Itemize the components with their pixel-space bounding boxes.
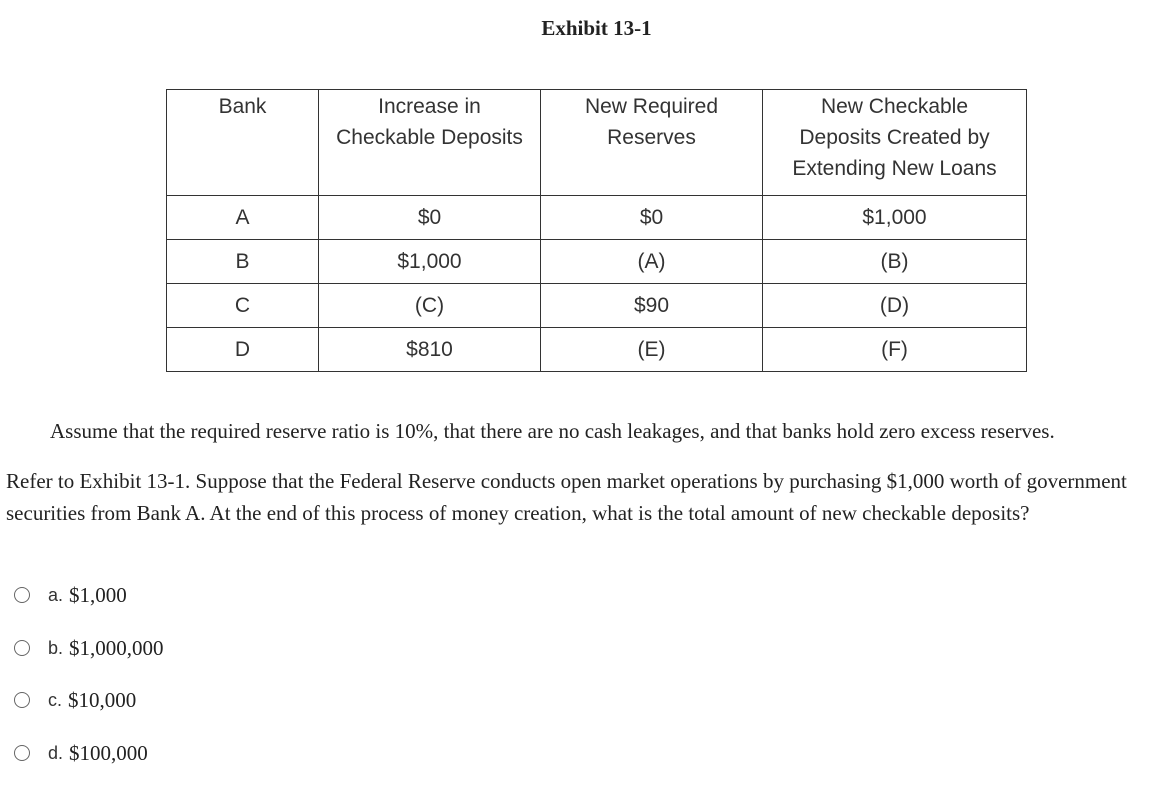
exhibit-title: Exhibit 13-1 <box>541 16 652 40</box>
cell-increase: $810 <box>319 328 541 372</box>
cell-bank: C <box>167 284 319 328</box>
header-created: New Checkable Deposits Created by Extending New Loans <box>763 90 1027 196</box>
cell-increase: $1,000 <box>319 240 541 284</box>
option-letter: a. <box>48 584 64 605</box>
cell-bank: B <box>167 240 319 284</box>
cell-created: $1,000 <box>763 196 1027 240</box>
option-value: $1,000 <box>69 582 127 607</box>
cell-reserves: (A) <box>541 240 763 284</box>
option-value: $100,000 <box>69 740 148 765</box>
assumption-text: Assume that the required reserve ratio is 10%, that there are no cash leakages, and that banks hold zero excess reserves. <box>50 419 1055 443</box>
cell-reserves: $90 <box>541 284 763 328</box>
question-text: Refer to Exhibit 13-1. Suppose that the Federal Reserve conducts open market operations by purchasing $1,000 worth of government securities from Bank A. At the end of this process of money creation, what is the total amount of new checkable deposits? <box>6 469 1127 525</box>
option-letter: c. <box>48 689 63 710</box>
radio-button[interactable] <box>14 587 30 603</box>
option-value: $1,000,000 <box>69 635 164 660</box>
cell-reserves: $0 <box>541 196 763 240</box>
table-row <box>167 284 1027 328</box>
cell-created: (F) <box>763 328 1027 372</box>
cell-created: (B) <box>763 240 1027 284</box>
option-value: $10,000 <box>68 687 137 712</box>
header-reserves: New Required Reserves <box>541 90 763 196</box>
table-row <box>167 328 1027 372</box>
cell-created: (D) <box>763 284 1027 328</box>
table-header-row <box>167 90 1027 196</box>
cell-increase: (C) <box>319 284 541 328</box>
table-row <box>167 240 1027 284</box>
cell-increase: $0 <box>319 196 541 240</box>
radio-button[interactable] <box>14 640 30 656</box>
cell-reserves: (E) <box>541 328 763 372</box>
option-letter: d. <box>48 742 64 763</box>
option-b[interactable] <box>14 635 164 661</box>
table-row <box>167 196 1027 240</box>
header-bank: Bank <box>167 90 319 196</box>
cell-bank: D <box>167 328 319 372</box>
exhibit-table <box>166 89 1027 372</box>
radio-button[interactable] <box>14 745 30 761</box>
option-letter: b. <box>48 637 64 658</box>
radio-button[interactable] <box>14 692 30 708</box>
option-a[interactable] <box>14 582 127 608</box>
cell-bank: A <box>167 196 319 240</box>
option-d[interactable] <box>14 740 148 766</box>
header-increase: Increase in Checkable Deposits <box>319 90 541 196</box>
option-c[interactable] <box>14 687 136 713</box>
